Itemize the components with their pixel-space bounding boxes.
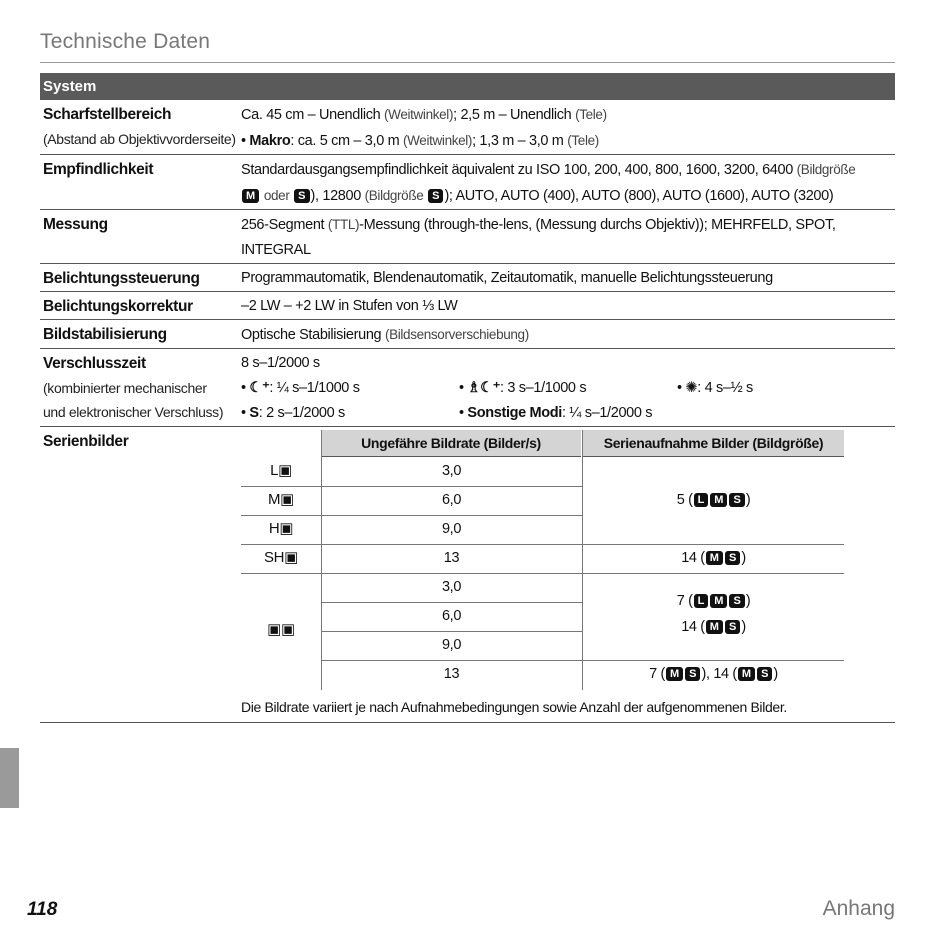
rate-cell: 6,0 <box>441 608 462 624</box>
row-label: Serienbilder <box>43 433 129 450</box>
shutter-fireworks <box>677 376 753 401</box>
burst-best-frame-icon: ▣▣ <box>267 621 295 638</box>
shutter-s-mode <box>241 401 459 426</box>
spec-row-stabilization <box>40 320 895 349</box>
value-text: Optische Stabilisierung <box>241 327 382 343</box>
size-s-icon: S <box>725 551 740 565</box>
size-s-icon: S <box>294 189 309 203</box>
focus-line-2 <box>241 128 895 154</box>
bullet: • <box>241 380 246 396</box>
value-text: ); AUTO, AUTO (400), AUTO (800), AUTO (1600), AUTO (3200) <box>444 188 834 204</box>
size-l-icon: L <box>694 493 709 507</box>
spec-row-shutter <box>40 349 895 427</box>
size-s-icon: S <box>729 594 744 608</box>
page-header-title: Technische Daten <box>40 30 211 53</box>
row-value: –2 LW – +2 LW in Stufen von ⅓ LW <box>241 298 458 314</box>
value-text: Ca. 45 cm – Unendlich <box>241 107 381 123</box>
page-number: 118 <box>27 899 58 920</box>
frames-cell: 7 ( L M S ) 14 ( M S ) <box>676 593 751 635</box>
value-note: (TTL) <box>327 217 360 232</box>
value-note: (Weitwinkel) <box>403 133 473 148</box>
metering-line-2: INTEGRAL <box>241 242 311 258</box>
rate-cell: 9,0 <box>441 637 462 653</box>
size-m-icon: M <box>242 189 259 203</box>
burst-medium-icon: M▣ <box>268 491 294 508</box>
spec-row-exposure-comp <box>40 292 895 320</box>
burst-super-high-icon: SH▣ <box>264 549 298 566</box>
frames-cell: 5 ( L M S ) <box>676 492 751 508</box>
value-note: (Bildgröße <box>796 162 856 177</box>
value-text: 256-Segment <box>241 217 325 233</box>
rate-cell: 3,0 <box>441 579 462 595</box>
burst-note: Die Bildrate variiert je nach Aufnahmebedingungen sowie Anzahl der aufgenommenen Bilder. <box>241 699 787 715</box>
column-header-rate: Ungefähre Bildrate (Bilder/s) <box>321 430 581 457</box>
rate-cell: 6,0 <box>441 492 462 508</box>
row-label: Verschlusszeit <box>43 355 146 372</box>
value-text: ; 2,5 m – Unendlich <box>453 107 572 123</box>
size-m-icon: M <box>666 667 683 681</box>
metering-line-1 <box>241 212 895 238</box>
row-sublabel: und elektronischer Verschluss) <box>43 404 224 420</box>
size-m-icon: M <box>706 620 723 634</box>
spec-row-burst <box>40 427 895 723</box>
row-label: Empfindlichkeit <box>43 161 154 178</box>
value-text: Standardausgangsempfindlichkeit äquivalent zu ISO 100, 200, 400, 800, 1600, 3200, 6400 <box>241 162 793 178</box>
rate-cell: 9,0 <box>441 521 462 537</box>
value-note: (Tele) <box>567 133 599 148</box>
fireworks-icon: ✺ <box>685 380 698 396</box>
size-s-icon: S <box>757 667 772 681</box>
value-text: : ¼ s–1/1000 s <box>269 380 360 396</box>
row-value <box>241 322 895 348</box>
bullet: • <box>241 133 246 149</box>
spec-row-sensitivity <box>40 155 895 210</box>
value-note: oder <box>263 188 290 203</box>
value-text: : 3 s–1/1000 s <box>500 380 587 396</box>
value-note: (Tele) <box>575 107 607 122</box>
size-m-icon: M <box>710 493 727 507</box>
rate-cell: 3,0 <box>441 463 462 479</box>
value-text: ; 1,3 m – 3,0 m <box>472 133 564 149</box>
row-label: Belichtungssteuerung <box>43 270 200 287</box>
section-title-bar: System <box>40 73 895 100</box>
burst-table <box>241 430 844 690</box>
value-text: -Messung (through-the-lens, (Messung durchs Objektiv)); MEHRFELD, SPOT, <box>359 217 836 233</box>
bullet: • <box>677 380 682 396</box>
shutter-night-portrait <box>459 376 677 401</box>
shutter-night <box>241 376 459 401</box>
spec-row-metering <box>40 210 895 264</box>
spec-row-exposure-control <box>40 264 895 292</box>
header-divider <box>40 62 895 63</box>
size-m-icon: M <box>710 594 727 608</box>
value-note: (Weitwinkel) <box>384 107 454 122</box>
value-bold: Sonstige Modi <box>467 405 562 421</box>
row-label: Scharfstellbereich <box>43 106 172 123</box>
column-header-frames: Serienaufnahme Bilder (Bildgröße) <box>583 430 844 457</box>
shutter-other-modes <box>459 401 652 426</box>
value-bold: Makro <box>249 133 291 149</box>
value-text: : 2 s–1/2000 s <box>258 405 345 421</box>
sensitivity-line-1 <box>241 157 895 183</box>
row-value: Programmautomatik, Blendenautomatik, Zeitautomatik, manuelle Belichtungssteuerung <box>241 270 773 286</box>
shutter-main: 8 s–1/2000 s <box>241 355 320 371</box>
night-portrait-icon: ♗☾⁺ <box>467 380 501 396</box>
value-text: : ca. 5 cm – 3,0 m <box>290 133 400 149</box>
size-s-icon: S <box>685 667 700 681</box>
size-s-icon: S <box>725 620 740 634</box>
rate-cell: 13 <box>443 550 460 566</box>
footer-section-title: Anhang <box>822 897 895 920</box>
value-text: ), 12800 <box>310 188 361 204</box>
row-label: Bildstabilisierung <box>43 326 167 343</box>
sensitivity-line-2 <box>241 183 895 209</box>
spec-row-focus-range <box>40 100 895 155</box>
bullet: • <box>241 405 246 421</box>
frames-cell: 7 ( M S ), 14 ( M S ) <box>649 666 778 682</box>
value-note: (Bildgröße <box>364 188 424 203</box>
size-s-icon: S <box>729 493 744 507</box>
bullet: • <box>459 380 464 396</box>
value-text: : ¼ s–1/2000 s <box>561 405 653 421</box>
night-icon: ☾⁺ <box>249 380 270 396</box>
spec-table <box>40 73 895 723</box>
bullet: • <box>459 405 464 421</box>
burst-low-icon: L▣ <box>270 462 292 479</box>
row-sublabel: (Abstand ab Objektivvorderseite) <box>43 131 236 147</box>
rate-cell: 13 <box>443 666 460 682</box>
value-bold: S <box>249 405 259 421</box>
size-s-icon: S <box>428 189 443 203</box>
size-m-icon: M <box>706 551 723 565</box>
row-sublabel: (kombinierter mechanischer <box>43 380 207 396</box>
size-m-icon: M <box>738 667 755 681</box>
frames-cell: 14 ( M S ) <box>681 550 746 566</box>
value-note: (Bildsensorverschiebung) <box>384 327 529 342</box>
chapter-tab-marker <box>0 748 19 808</box>
burst-high-icon: H▣ <box>268 520 294 537</box>
size-l-icon: L <box>694 594 709 608</box>
value-text: : 4 s–½ s <box>697 380 753 396</box>
row-label: Messung <box>43 216 108 233</box>
focus-line-1 <box>241 102 895 128</box>
row-label: Belichtungskorrektur <box>43 298 193 315</box>
